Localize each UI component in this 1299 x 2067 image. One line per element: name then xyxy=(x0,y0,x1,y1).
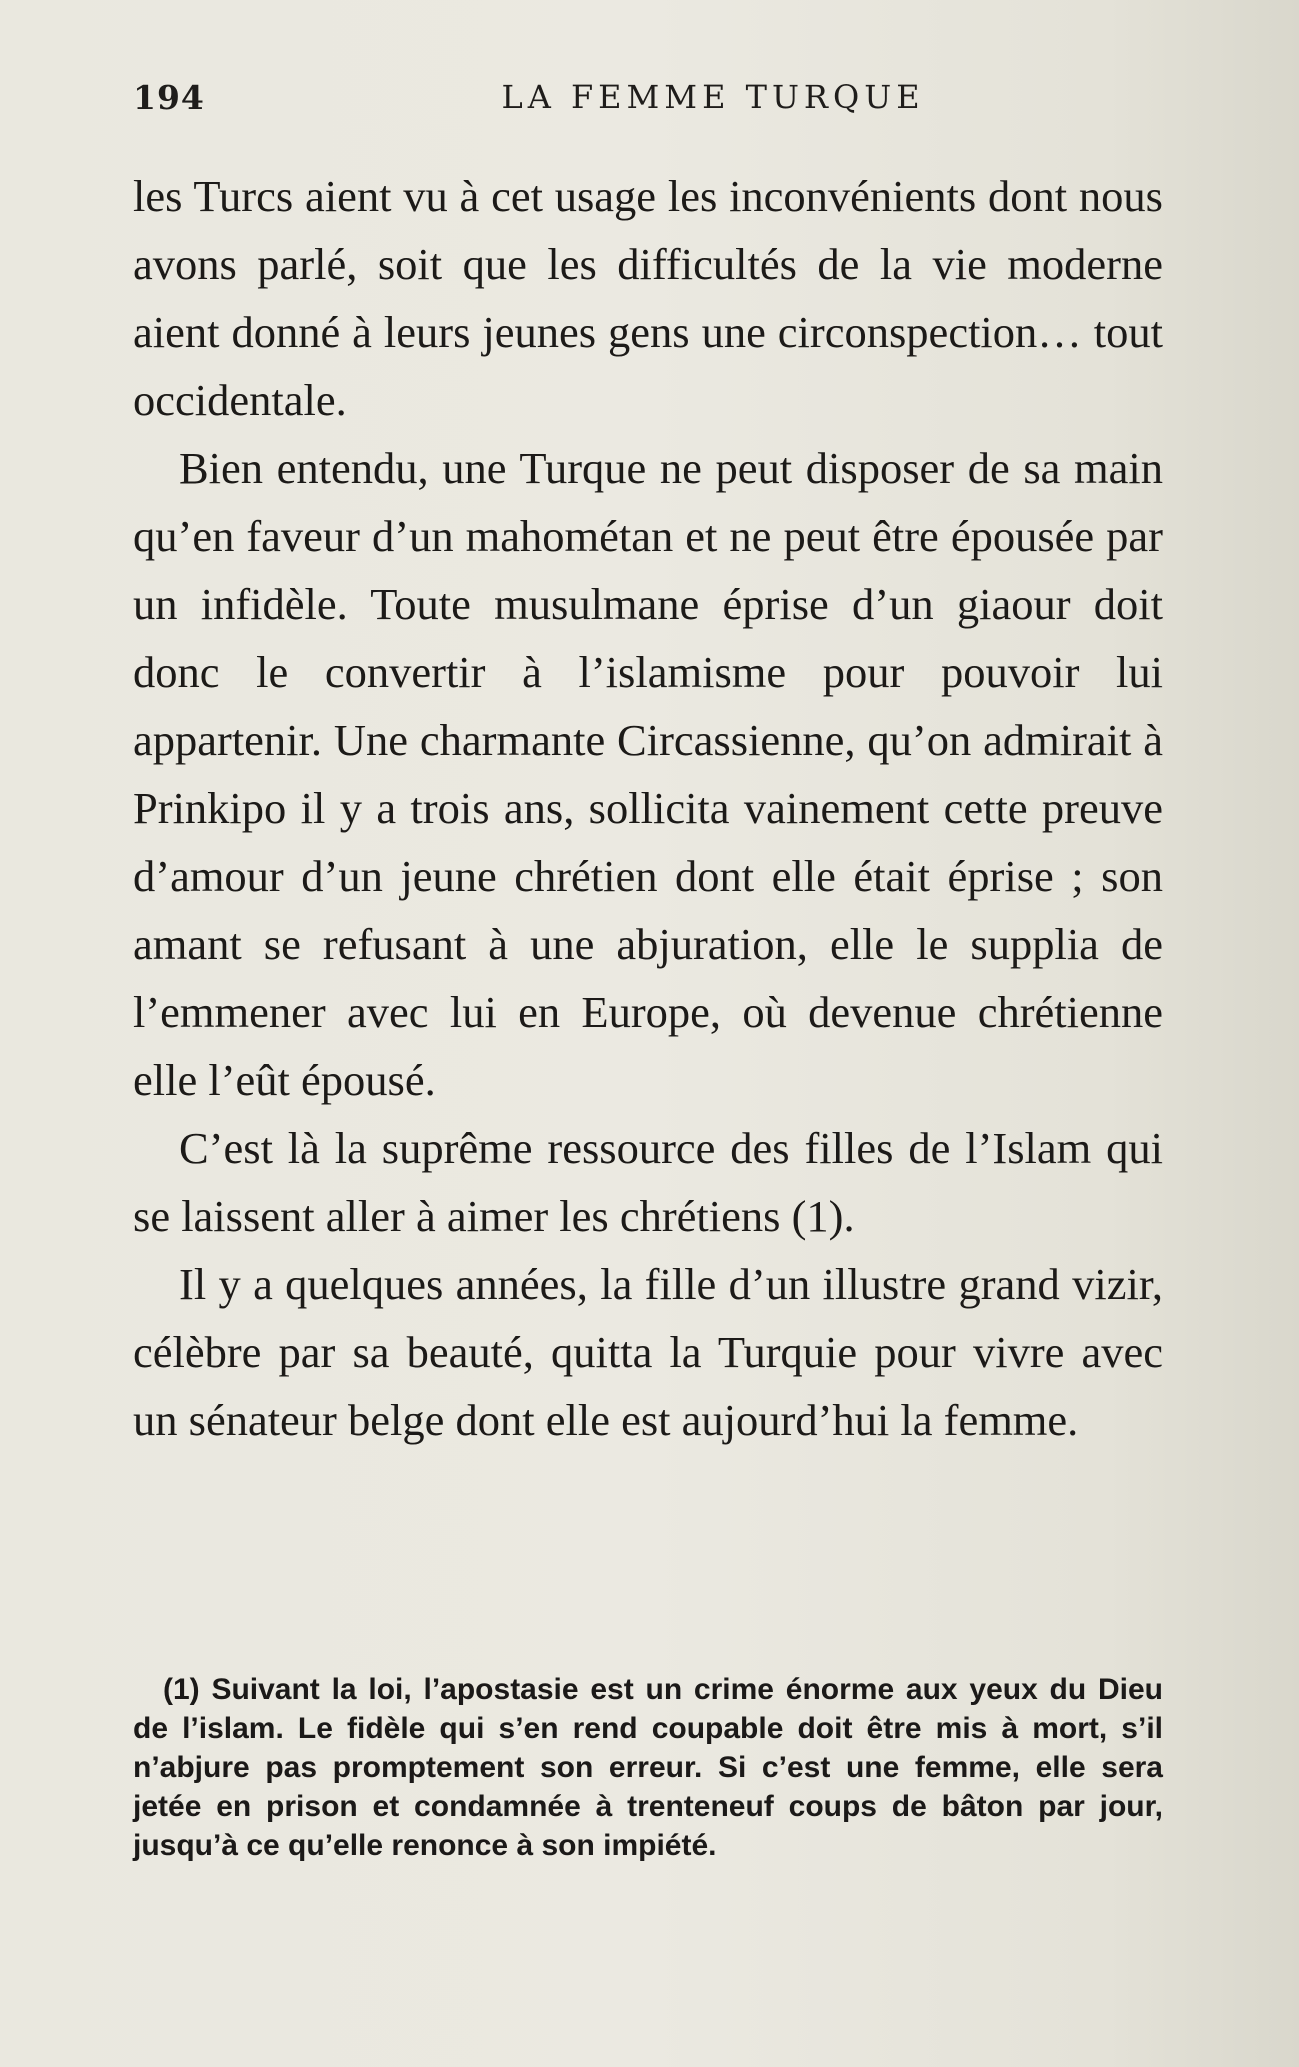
footnote: (1) Suivant la loi, l’apostasie est un crime énorme aux yeux du Dieu de l’islam. Le fidèle qui s’en rend coupable doit être mis à mort, s’il n’abjure pas promptement son erreur. Si c’est une femme, elle sera jetée en prison et condamnée à trenteneuf coups de bâton par jour, jusqu’à ce qu’elle renonce à son impiété. xyxy=(133,1673,1163,1862)
paragraph-continued: les Turcs aient vu à cet usage les inconvénients dont nous avons parlé, soit que les difficultés de la vie moderne aient donné à leurs jeunes gens une circonspection… tout occidentale. xyxy=(133,171,1163,425)
paragraph-grand-vizir: Il y a quelques années, la fille d’un illustre grand vizir, célèbre par sa beauté, quitta la Turquie pour vivre avec un sénateur belge dont elle est aujourd’hui la femme. xyxy=(133,1259,1163,1445)
body-text xyxy=(133,162,1163,1454)
running-title: LA FEMME TURQUE xyxy=(501,78,925,116)
page-header xyxy=(133,78,1163,134)
paragraph-resource: C’est là la suprême ressource des filles de l’Islam qui se laissent aller à aimer les chrétiens (1). xyxy=(133,1123,1163,1241)
paragraph-marriage: Bien entendu, une Turque ne peut disposer de sa main qu’en faveur d’un mahométan et ne peut être épousée par un infidèle. Toute musulmane éprise d’un giaour doit donc le convertir à l’islamisme pour pouvoir lui appartenir. Une charmante Circassienne, qu’on admirait à Prinkipo il y a trois ans, sollicita vainement cette preuve d’amour d’un jeune chrétien dont elle était éprise ; son amant se refusant à une abjuration, elle le supplia de l’emmener avec lui en Europe, où devenue chrétienne elle l’eût épousé. xyxy=(133,443,1163,1105)
page-number: 194 xyxy=(133,78,205,117)
